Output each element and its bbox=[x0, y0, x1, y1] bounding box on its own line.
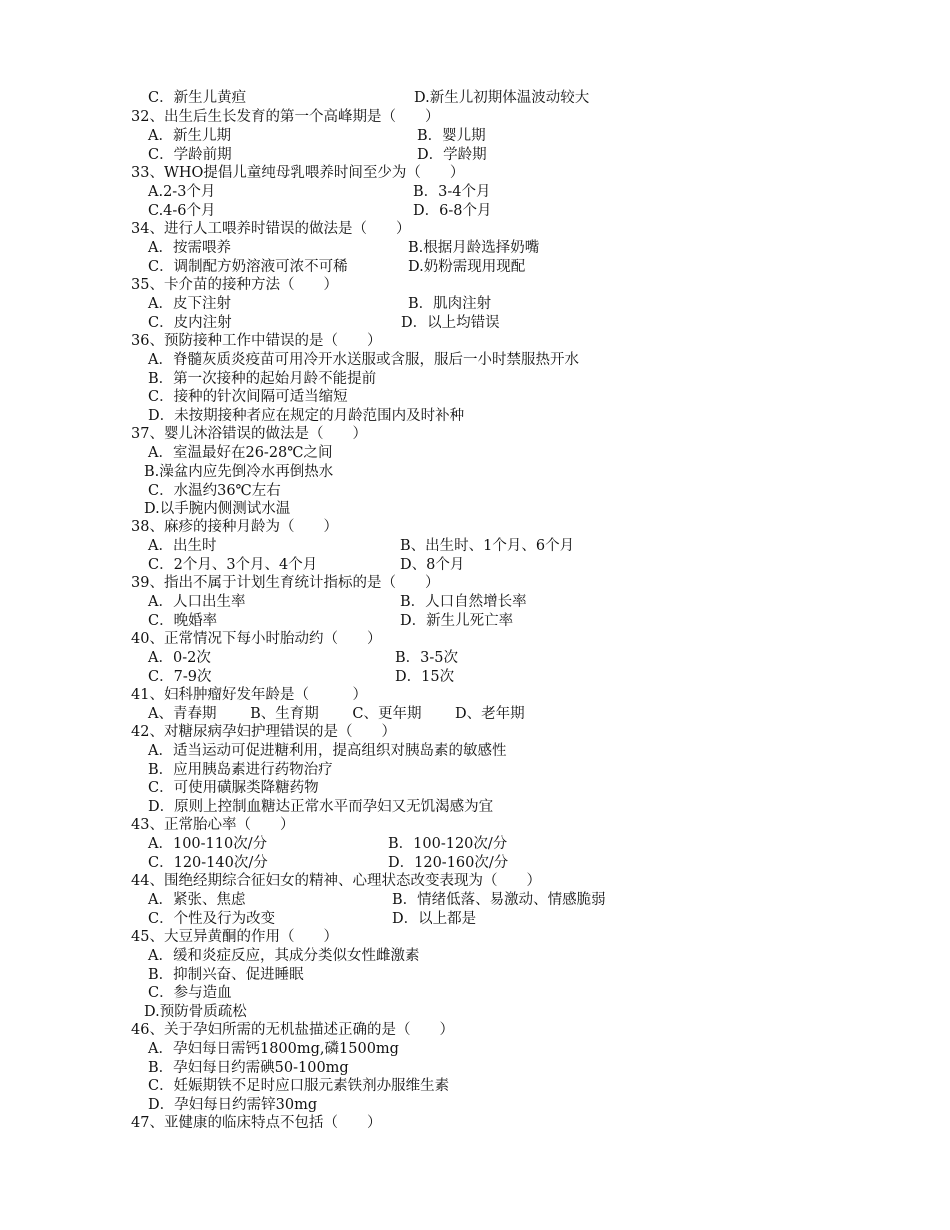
option-line: D、8个月 bbox=[400, 557, 465, 573]
option-line: B．3-5次 bbox=[395, 650, 459, 666]
option-line: D.奶粉需现用现配 bbox=[408, 259, 526, 275]
question-line: 38、麻疹的接种月龄为（ ） bbox=[131, 519, 338, 535]
question-line: 46、关于孕妇所需的无机盐描述正确的是（ ） bbox=[131, 1022, 454, 1038]
option-line: C．接种的针次间隔可适当缩短 bbox=[148, 389, 348, 405]
option-line: B．肌肉注射 bbox=[408, 296, 492, 312]
question-line: 45、大豆异黄酮的作用（ ） bbox=[131, 929, 338, 945]
question-line: 34、进行人工喂养时错误的做法是（ ） bbox=[131, 221, 411, 237]
option-line: B．3-4个月 bbox=[413, 184, 491, 200]
question-line: 33、WHO提倡儿童纯母乳喂养时间至少为（ ） bbox=[131, 165, 465, 181]
option-line: A．适当运动可促进糖利用，提高组织对胰岛素的敏感性 bbox=[148, 743, 507, 759]
option-line: A．按需喂养 bbox=[148, 240, 231, 256]
option-line: D.以手腕内侧测试水温 bbox=[144, 501, 291, 517]
option-line: D．学龄期 bbox=[417, 147, 487, 163]
option-line: A．0-2次 bbox=[148, 650, 211, 666]
option-line: D．以上均错误 bbox=[401, 315, 500, 331]
question-line: 36、预防接种工作中错误的是（ ） bbox=[131, 333, 382, 349]
option-line: C．120-140次/分 bbox=[148, 855, 268, 871]
option-line: C．妊娠期铁不足时应口服元素铁剂办服维生素 bbox=[148, 1078, 450, 1094]
option-line: C．晚婚率 bbox=[148, 613, 218, 629]
option-line: A．新生儿期 bbox=[148, 128, 231, 144]
option-line: B．100-120次/分 bbox=[388, 836, 508, 852]
option-line: C．7-9次 bbox=[148, 669, 212, 685]
option-line: C．可使用磺脲类降糖药物 bbox=[148, 780, 319, 796]
option-line: B．人口自然增长率 bbox=[400, 594, 527, 610]
option-line: B．抑制兴奋、促进睡眠 bbox=[148, 967, 304, 983]
option-line: A．人口出生率 bbox=[148, 594, 246, 610]
option-line: D．6-8个月 bbox=[413, 203, 492, 219]
option-line: C.4-6个月 bbox=[148, 203, 216, 219]
option-line: C．调制配方奶溶液可浓不可稀 bbox=[148, 259, 348, 275]
option-line: C．皮内注射 bbox=[148, 315, 232, 331]
question-line: 44、围绝经期综合征妇女的精神、心理状态改变表现为（ ） bbox=[131, 873, 541, 889]
option-line: D．孕妇每日约需锌30mg bbox=[148, 1097, 318, 1113]
question-line: 41、妇科肿瘤好发年龄是（ ） bbox=[131, 687, 367, 703]
option-line: B．婴儿期 bbox=[417, 128, 486, 144]
question-line: 43、正常胎心率（ ） bbox=[131, 817, 295, 833]
option-line: B、出生时、1个月、6个月 bbox=[400, 538, 575, 554]
option-line: D．15次 bbox=[395, 669, 455, 685]
option-line: C．2个月、3个月、4个月 bbox=[148, 557, 318, 573]
option-line: B．应用胰岛素进行药物治疗 bbox=[148, 762, 333, 778]
option-line: B.澡盆内应先倒冷水再倒热水 bbox=[144, 464, 334, 480]
option-line: C．学龄前期 bbox=[148, 147, 232, 163]
option-line: C．参与造血 bbox=[148, 985, 232, 1001]
question-line: 32、出生后生长发育的第一个高峰期是（ ） bbox=[131, 109, 440, 125]
option-line: A．皮下注射 bbox=[148, 296, 231, 312]
option-line: D．以上都是 bbox=[392, 911, 477, 927]
option-line: A．脊髓灰质炎疫苗可用冷开水送服或含服，服后一小时禁服热开水 bbox=[148, 352, 579, 368]
option-line: A.2-3个月 bbox=[148, 184, 216, 200]
option-line: D.预防骨质疏松 bbox=[144, 1004, 247, 1020]
option-line: A．100-110次/分 bbox=[148, 836, 268, 852]
option-line: D．新生儿死亡率 bbox=[400, 613, 514, 629]
question-line: 35、卡介苗的接种方法（ ） bbox=[131, 277, 338, 293]
option-line: A．出生时 bbox=[148, 538, 217, 554]
question-line: 39、指出不属于计划生育统计指标的是（ ） bbox=[131, 575, 440, 591]
option-line: D．原则上控制血糖达正常水平而孕妇又无饥渴感为宜 bbox=[148, 799, 494, 815]
option-line: D．未按期接种者应在规定的月龄范围内及时补种 bbox=[148, 408, 465, 424]
question-line: 37、婴儿沐浴错误的做法是（ ） bbox=[131, 426, 367, 442]
option-line: A．室温最好在26-28℃之间 bbox=[148, 445, 333, 461]
option-line: B．孕妇每日约需碘50-100mg bbox=[148, 1060, 349, 1076]
option-line: B．情绪低落、易激动、情感脆弱 bbox=[392, 892, 606, 908]
option-line: C．个性及行为改变 bbox=[148, 911, 276, 927]
question-line: 42、对糖尿病孕妇护理错误的是（ ） bbox=[131, 724, 396, 740]
option-line: A．缓和炎症反应，其成分类似女性雌激素 bbox=[148, 948, 420, 964]
option-line: A．孕妇每日需钙1800mg,磷1500mg bbox=[148, 1041, 399, 1057]
option-line: C．水温约36℃左右 bbox=[148, 483, 281, 499]
option-line: B.根据月龄选择奶嘴 bbox=[408, 240, 540, 256]
option-line: A．紧张、焦虑 bbox=[148, 892, 246, 908]
option-line: D．120-160次/分 bbox=[388, 855, 509, 871]
question-line: 47、亚健康的临床特点不包括（ ） bbox=[131, 1115, 382, 1131]
option-line: A、青春期 B、生育期 C、更年期 D、老年期 bbox=[148, 706, 525, 722]
option-line: C．新生儿黄疸 bbox=[148, 90, 247, 106]
option-line: B．第一次接种的起始月龄不能提前 bbox=[148, 371, 377, 387]
question-line: 40、正常情况下每小时胎动约（ ） bbox=[131, 631, 382, 647]
option-line: D.新生儿初期体温波动较大 bbox=[414, 90, 590, 106]
